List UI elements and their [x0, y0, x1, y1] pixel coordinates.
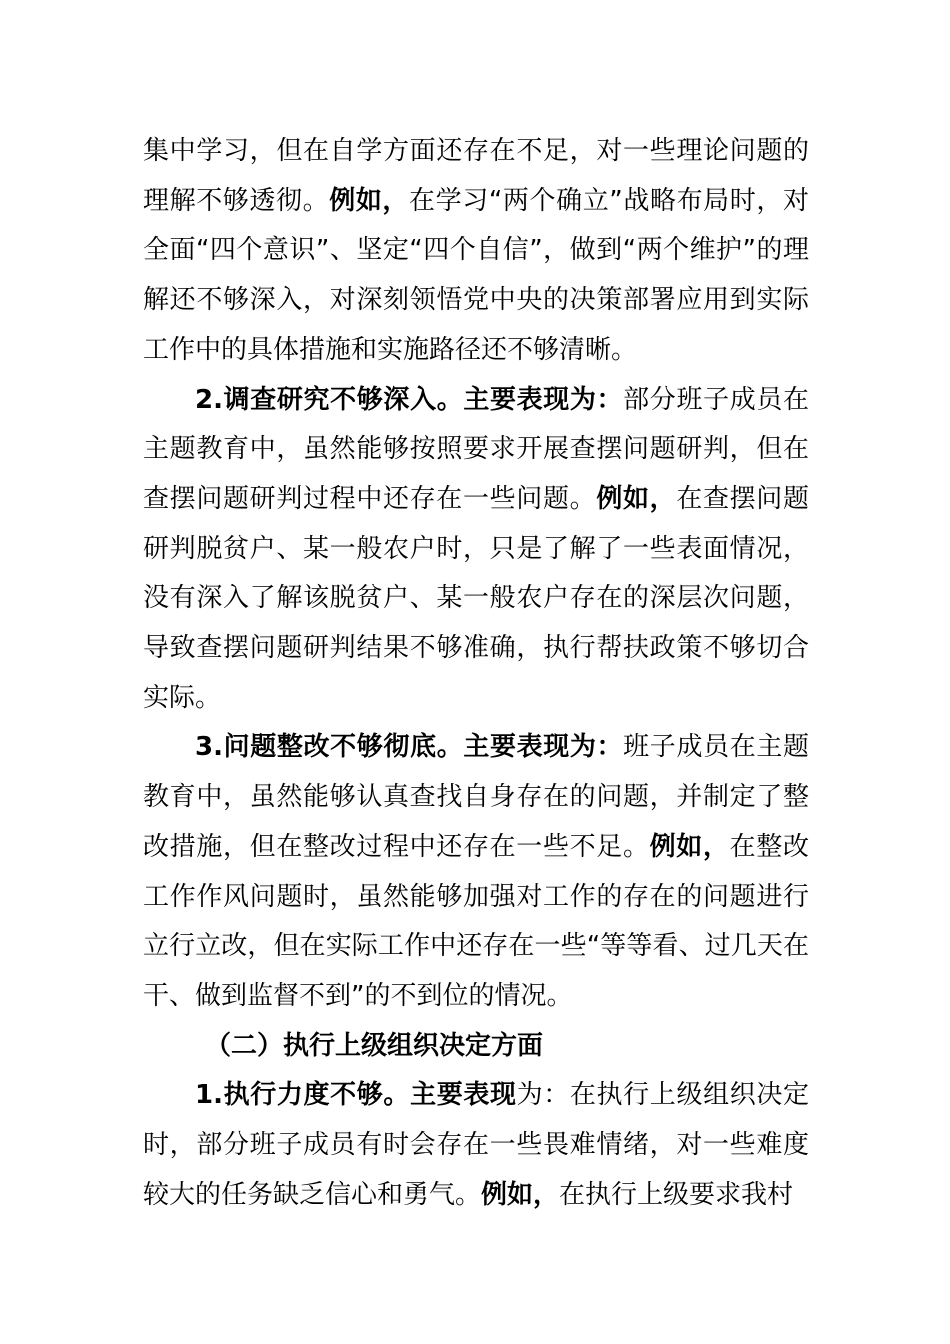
- paragraph-investigation: [143, 376, 809, 724]
- item-heading: 1.执行力度不够。主要表现: [195, 1080, 517, 1111]
- text-run: 在学习“两个确立”战略布局时，对全面“四个意识”、坚定“四个自信”，做到“两个维护”的理解还不够深入，对深刻领悟党中央的决策部署应用到实际工作中的具体措施和实施路径还不够清晰。: [143, 185, 809, 365]
- text-run: 集中学习，但在自学方面还存在不足，对一些理论问题的理解不够透彻。: [143, 136, 809, 216]
- paragraph-rectification: [143, 723, 809, 1021]
- section-heading: （二）执行上级组织决定方面: [205, 1030, 544, 1061]
- example-label: 例如，: [481, 1179, 560, 1210]
- text-run: 班子成员在主题教育中，虽然能够认真查找自身存在的问题，并制定了整改措施，但在整改过程中还存在一些不足。: [143, 732, 809, 862]
- text-run: 部分班子成员在主题教育中，虽然能够按照要求开展查摆问题研判，但在查摆问题研判过程中还存在一些问题。: [143, 384, 809, 514]
- example-label: 例如，: [649, 831, 730, 862]
- text-run: 为：在执行上级组织决定时，部分班子成员有时会存在一些畏难情绪，对一些难度较大的任务缺乏信心和勇气。: [143, 1080, 809, 1210]
- example-label: 例如，: [596, 483, 677, 514]
- item-heading: 3.问题整改不够彻底。主要表现为：: [195, 732, 624, 763]
- paragraph-execution: [143, 1071, 809, 1220]
- example-label: 例如，: [329, 185, 410, 216]
- item-heading: 2.调查研究不够深入。主要表现为：: [195, 384, 624, 415]
- paragraph-understanding: [143, 127, 809, 376]
- document-page: [143, 127, 809, 1220]
- text-run: 在整改工作作风问题时，虽然能够加强对工作的存在的问题进行立行立改，但在实际工作中还存在一些“等等看、过几天在干、做到监督不到”的不到位的情况。: [143, 831, 809, 1011]
- text-run: 在执行上级要求我村: [559, 1179, 794, 1210]
- text-run: 在查摆问题研判脱贫户、某一般农户时，只是了解了一些表面情况，没有深入了解该脱贫户、某一般农户存在的深层次问题，导致查摆问题研判结果不够准确，执行帮扶政策不够切合实际。: [143, 483, 809, 713]
